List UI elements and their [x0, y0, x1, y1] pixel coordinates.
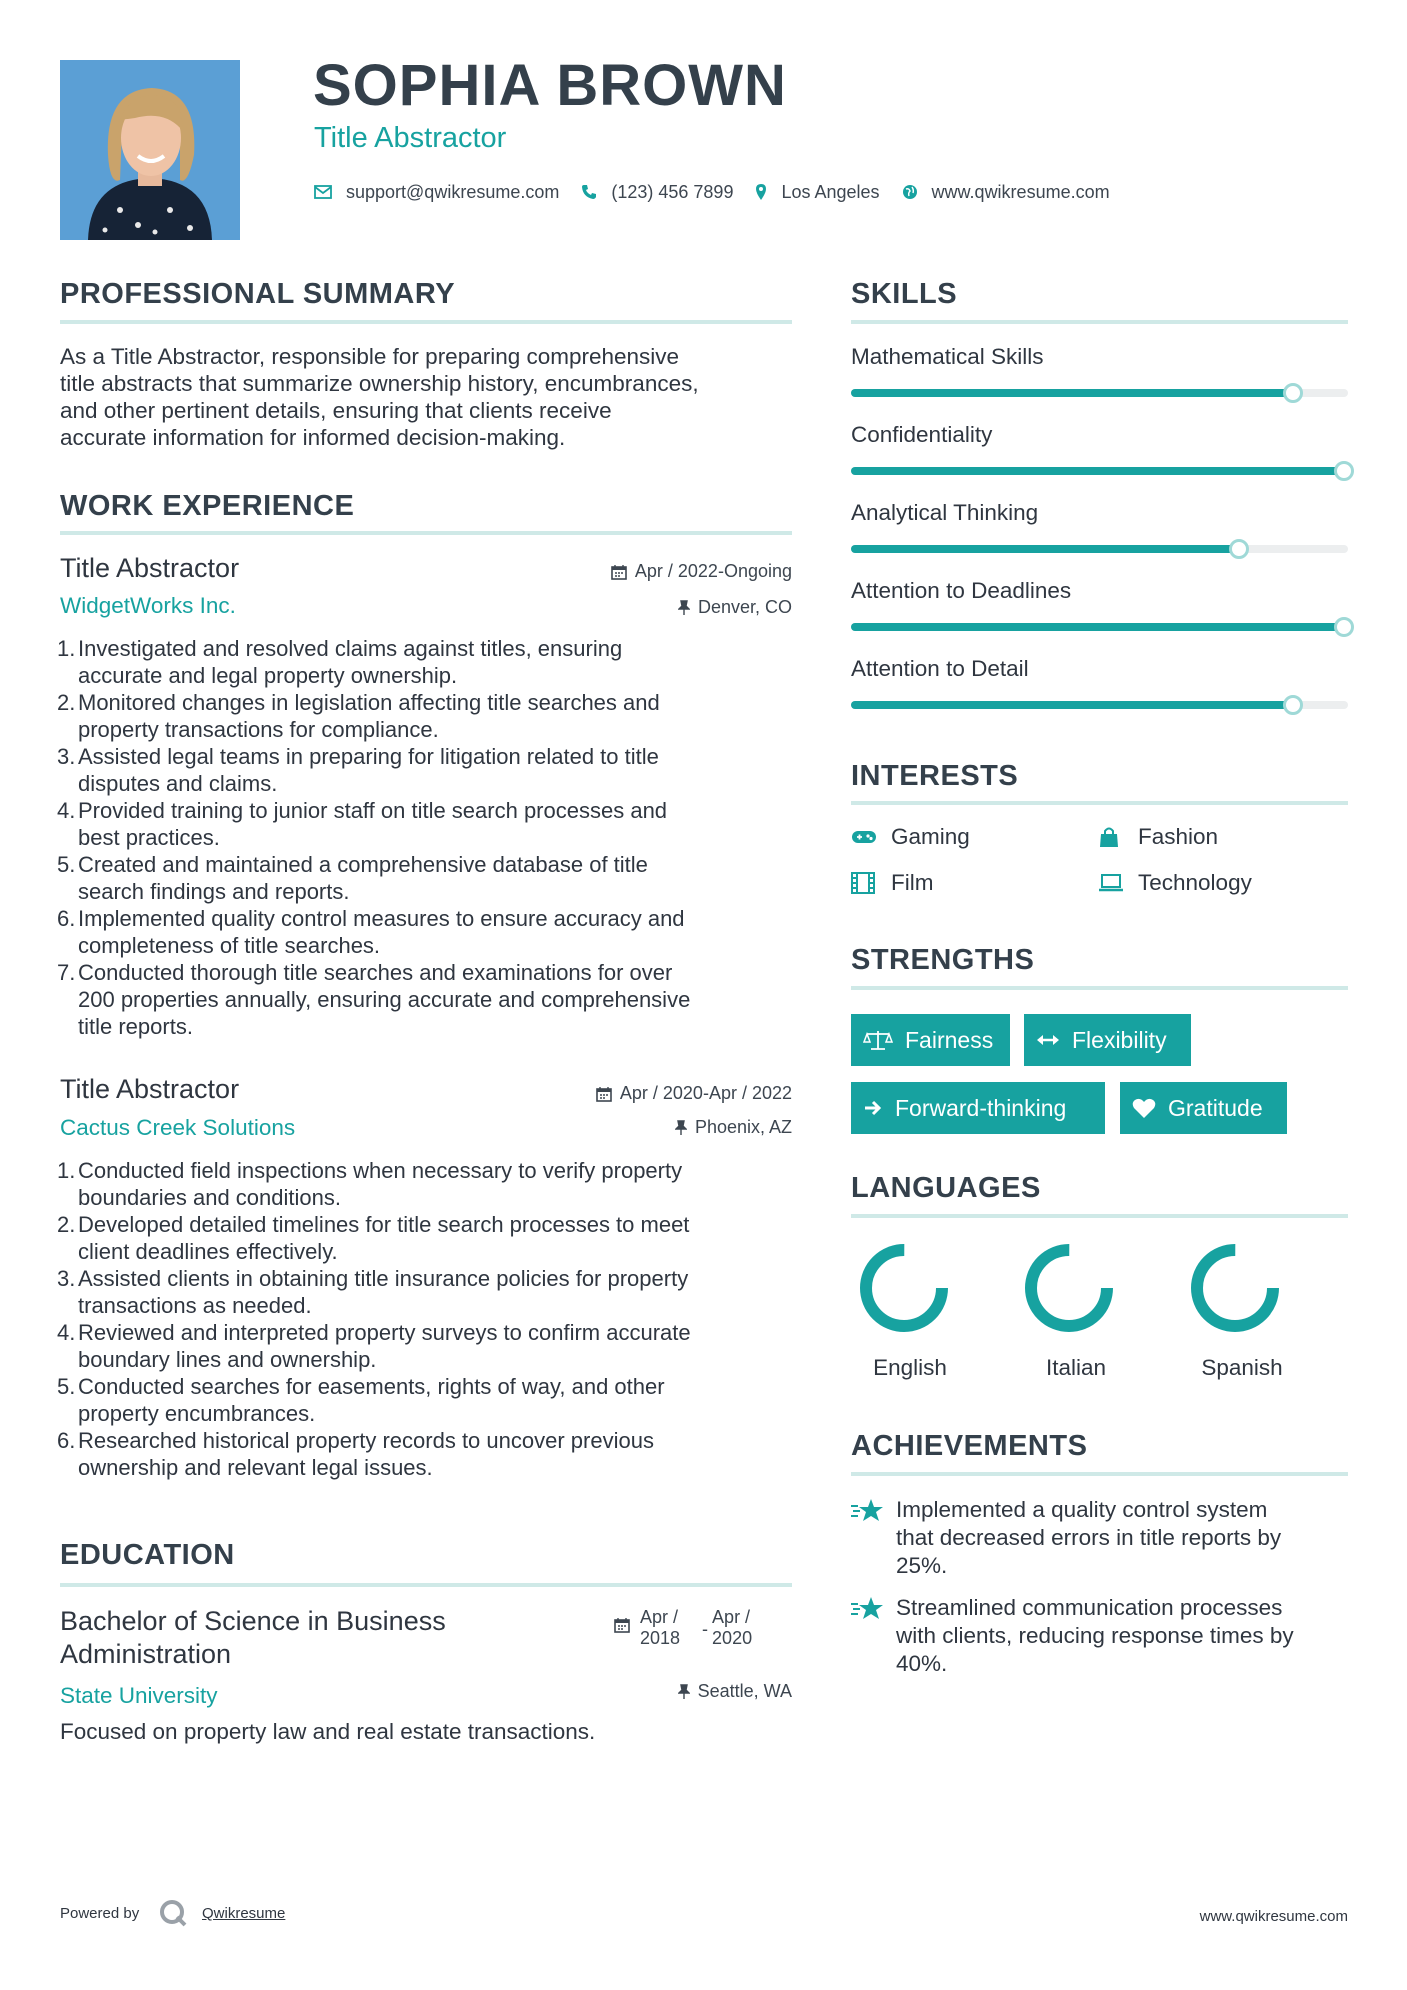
education-description: Focused on property law and real estate transactions. [60, 1719, 596, 1744]
summary-divider [60, 320, 792, 324]
list-item: 3. Assisted clients in obtaining title insurance policies for property transactions as needed. [57, 1266, 689, 1318]
interests-divider [851, 801, 1348, 805]
powered-by-label: Powered by [60, 1905, 140, 1922]
shopping-bag-icon [1098, 826, 1126, 848]
balance-scale-icon [863, 1029, 893, 1051]
interest-gaming: Gaming [851, 824, 970, 850]
location-text: Los Angeles [781, 181, 880, 202]
list-item: 2. Monitored changes in legislation affecting title searches and property transactions for compliance. [57, 690, 660, 742]
summary-line: accurate information for informed decision-making. [60, 425, 566, 450]
contact-location [755, 182, 879, 203]
list-item: 5. Conducted searches for easements, rights of way, and other property encumbrances. [57, 1374, 665, 1426]
skill-bar-knob [1334, 461, 1354, 481]
job-date [480, 1083, 792, 1104]
skill-label: Mathematical Skills [851, 344, 1044, 369]
list-item: 6. Implemented quality control measures to ensure accuracy and completeness of title searches. [57, 906, 685, 958]
skill-bar-knob [1283, 695, 1303, 715]
language-label: English [873, 1355, 947, 1380]
job-location-text: Denver, CO [697, 597, 792, 617]
skills-divider [851, 320, 1348, 324]
skill-bar [851, 623, 1348, 631]
job-company: Cactus Creek Solutions [60, 1115, 296, 1140]
education-end: Apr / 2020 [712, 1607, 753, 1648]
pushpin-icon [678, 600, 690, 616]
skills-heading: SKILLS [851, 278, 958, 310]
contact-email[interactable] [314, 182, 559, 203]
arrows-horizontal-icon [1036, 1033, 1060, 1047]
candidate-title: Title Abstractor [314, 122, 507, 154]
summary-text [60, 343, 800, 451]
job-title: Title Abstractor [60, 553, 240, 583]
summary-line: and other pertinent details, ensuring that clients receive [60, 398, 612, 423]
envelope-icon [314, 185, 332, 199]
summary-heading: PROFESSIONAL SUMMARY [60, 278, 456, 310]
skill-bar [851, 389, 1348, 397]
list-item: 4. Reviewed and interpreted property surveys to confirm accurate boundary lines and ownership. [57, 1320, 691, 1372]
film-icon [851, 872, 879, 894]
list-item: 1. Conducted field inspections when necessary to verify property boundaries and conditions. [57, 1158, 683, 1210]
skill-label: Attention to Deadlines [851, 578, 1072, 603]
skill-bar-knob [1229, 539, 1249, 559]
qwikresume-logo-icon [158, 1898, 188, 1933]
summary-line: title abstracts that summarize ownership history, encumbrances, [60, 371, 699, 396]
experience-divider [60, 531, 792, 535]
achievement-item: Implemented a quality control system that decreased errors in title reports by 25%. [896, 1497, 1282, 1578]
list-item: 3. Assisted legal teams in preparing for litigation related to title disputes and claims. [57, 744, 659, 796]
trophy-star-icon [850, 1596, 884, 1627]
skill-bar-fill [851, 623, 1348, 631]
map-marker-icon [755, 183, 767, 201]
job-date-text: Apr / 2022-Ongoing [634, 561, 792, 581]
education-heading: EDUCATION [60, 1539, 235, 1571]
skill-bar [851, 545, 1348, 553]
heart-icon [1132, 1097, 1156, 1119]
skill-bar-fill [851, 467, 1348, 475]
email-text: support@qwikresume.com [346, 181, 560, 202]
education-start: Apr / 2018 [640, 1607, 681, 1648]
candidate-name: SOPHIA BROWN [313, 53, 787, 118]
strengths-divider [851, 986, 1348, 990]
experience-heading: WORK EXPERIENCE [60, 490, 355, 522]
job-date-text: Apr / 2020-Apr / 2022 [619, 1083, 792, 1103]
interests-heading: INTERESTS [851, 760, 1019, 792]
contact-bar [314, 180, 1132, 204]
languages-divider [851, 1214, 1348, 1218]
skill-bar-knob [1283, 383, 1303, 403]
arrow-right-icon [863, 1099, 883, 1117]
list-item: 5. Created and maintained a comprehensive database of title search findings and reports. [57, 852, 648, 904]
strength-chip: Flexibility [1024, 1014, 1191, 1066]
skill-label: Attention to Detail [851, 656, 1029, 681]
job-bullets [57, 1157, 810, 1481]
language-ring [1021, 1240, 1117, 1336]
calendar-icon [611, 564, 627, 580]
trophy-star-icon [850, 1498, 884, 1529]
pushpin-icon [678, 1684, 690, 1700]
calendar-icon [596, 1086, 612, 1102]
summary-line: As a Title Abstractor, responsible for preparing comprehensive [60, 344, 680, 369]
achievements-heading: ACHIEVEMENTS [851, 1430, 1088, 1462]
job-location [480, 1117, 792, 1138]
skill-bar [851, 467, 1348, 475]
strength-chip: Gratitude [1120, 1082, 1287, 1134]
strength-chip: Forward-thinking [851, 1082, 1105, 1134]
achievements-divider [851, 1472, 1348, 1476]
skill-bar [851, 701, 1348, 709]
interest-fashion: Fashion [1098, 824, 1218, 850]
phone-icon [581, 184, 597, 200]
achievement-item: Streamlined communication processes with clients, reducing response times by 40%. [896, 1595, 1294, 1676]
interest-film: Film [851, 870, 933, 896]
calendar-icon [614, 1617, 630, 1649]
pushpin-icon [675, 1120, 687, 1136]
education-dates [614, 1607, 752, 1649]
qwikresume-link[interactable]: Qwikresume [202, 1905, 286, 1922]
interest-technology: Technology [1098, 870, 1252, 896]
list-item: 2. Developed detailed timelines for title search processes to meet client deadlines effectively. [57, 1212, 690, 1264]
education-divider [60, 1583, 792, 1587]
job-title: Title Abstractor [60, 1074, 240, 1104]
website-text: www.qwikresume.com [931, 181, 1110, 202]
list-item: 1. Investigated and resolved claims against titles, ensuring accurate and legal property ownership. [57, 636, 623, 688]
skill-bar-knob [1334, 617, 1354, 637]
language-ring [1187, 1240, 1283, 1336]
skill-label: Confidentiality [851, 422, 993, 447]
list-item: 6. Researched historical property records to uncover previous ownership and relevant legal issues. [57, 1428, 654, 1480]
degree-title: Bachelor of Science in Business Administration [60, 1606, 446, 1669]
list-item: 7. Conducted thorough title searches and examinations for over 200 properties annually, ensuring accurate and comprehensive title reports. [57, 960, 691, 1039]
language-ring [856, 1240, 952, 1336]
job-bullets [57, 635, 810, 1040]
languages-heading: LANGUAGES [851, 1172, 1041, 1204]
laptop-icon [1098, 874, 1126, 892]
globe-icon [902, 184, 918, 200]
skill-bar-fill [851, 701, 1293, 709]
gamepad-icon [851, 829, 879, 845]
footer-website[interactable]: www.qwikresume.com [1199, 1908, 1348, 1925]
job-company: WidgetWorks Inc. [60, 593, 236, 618]
date-separator: - [702, 1619, 709, 1639]
contact-phone[interactable] [581, 182, 733, 203]
strengths-heading: STRENGTHS [851, 944, 1035, 976]
language-label: Spanish [1201, 1355, 1283, 1380]
skill-label: Analytical Thinking [851, 500, 1039, 525]
phone-text: (123) 456 7899 [611, 181, 734, 202]
job-date [480, 561, 792, 582]
language-label: Italian [1045, 1355, 1107, 1380]
skill-bar-fill [851, 545, 1239, 553]
list-item: 4. Provided training to junior staff on title search processes and best practices. [57, 798, 668, 850]
school-name: State University [60, 1683, 218, 1708]
skill-bar-fill [851, 389, 1293, 397]
contact-website[interactable] [902, 182, 1110, 203]
profile-photo [60, 60, 240, 240]
strength-chip: Fairness [851, 1014, 1010, 1066]
avatar [60, 60, 240, 240]
education-location: Seattle, WA [480, 1681, 792, 1702]
job-location [480, 597, 792, 618]
job-location-text: Phoenix, AZ [694, 1117, 792, 1137]
